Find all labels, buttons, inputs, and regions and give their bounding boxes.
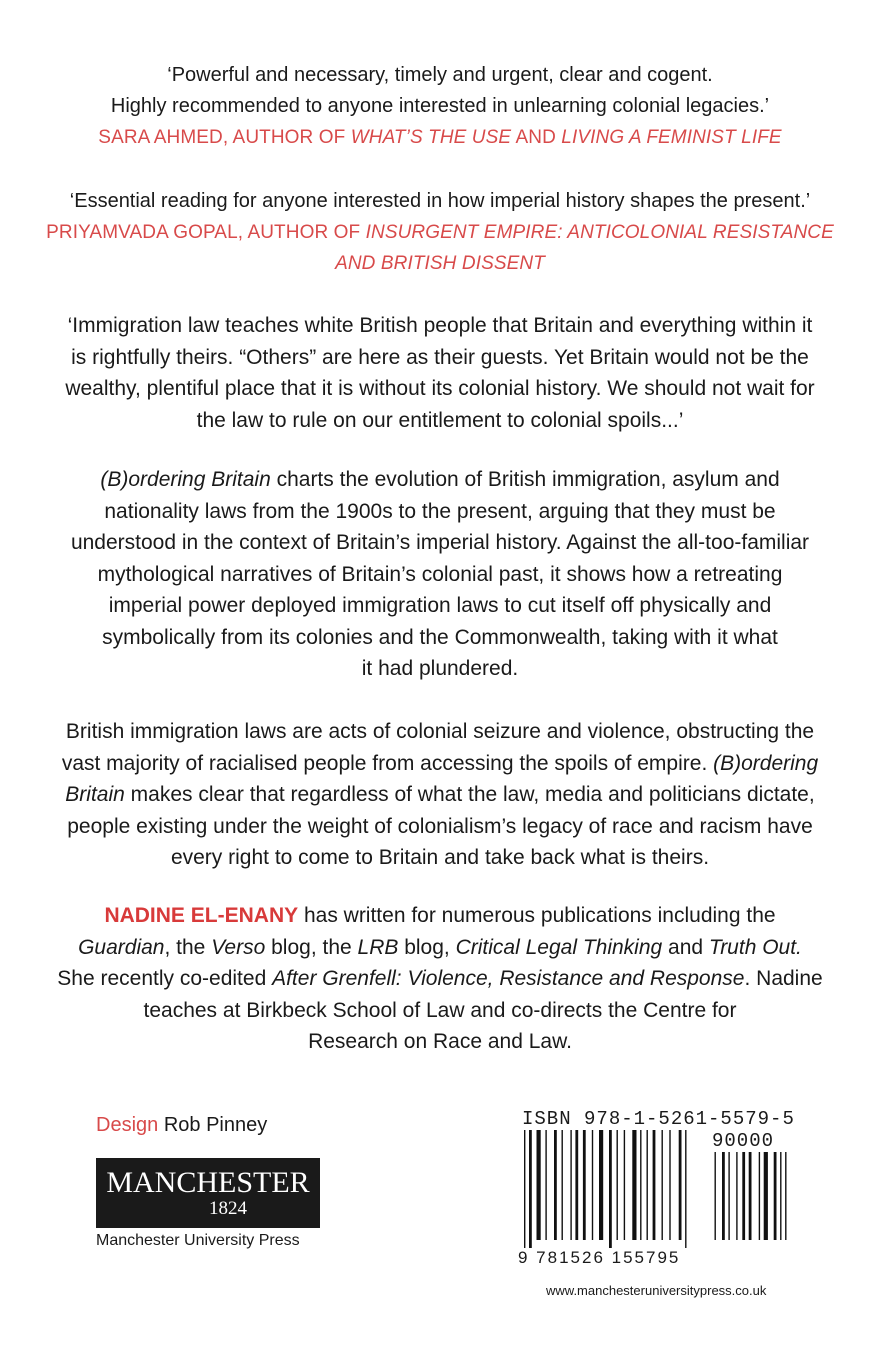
- barcode-bar: [537, 1130, 541, 1240]
- excerpt-line: ‘Immigration law teaches white British people that Britain and everything within it: [67, 314, 813, 337]
- quote-text-line: ‘Essential reading for anyone interested in how imperial history shapes the present.’: [69, 190, 811, 212]
- barcode-bar: [592, 1130, 593, 1240]
- barcode-bar: [554, 1130, 557, 1240]
- isbn-barcode: [522, 1130, 794, 1248]
- ean-number: 9 781526 155795: [518, 1248, 681, 1267]
- publisher-url: www.manchesteruniversitypress.co.uk: [546, 1283, 767, 1298]
- book-excerpt-quote: [40, 310, 840, 436]
- barcode-bar: [570, 1130, 571, 1240]
- argument-line: British immigration laws are acts of colonial seizure and violence, obstructing the: [65, 720, 815, 743]
- author-name: NADINE EL-ENANY: [104, 904, 299, 927]
- addon-bar: [742, 1152, 745, 1240]
- quote-attribution: AND BRITISH DISSENT: [335, 253, 545, 274]
- bio-line: NADINE EL-ENANY has written for numerous publications including the: [104, 904, 776, 927]
- publisher-name: Manchester University Press: [96, 1232, 300, 1249]
- barcode-bar: [640, 1130, 641, 1240]
- book-argument: [40, 716, 840, 874]
- argument-line: vast majority of racialised people from accessing the spoils of empire. (B)ordering: [61, 751, 819, 775]
- isbn-label: ISBN 978-1-5261-5579-5: [522, 1108, 795, 1130]
- quote-sara-ahmed: [40, 60, 840, 153]
- addon-bar: [780, 1152, 781, 1240]
- barcode-bar: [617, 1130, 618, 1240]
- addon-bar: [736, 1152, 737, 1240]
- barcode-bar: [529, 1130, 532, 1248]
- bio-line: teaches at Birkbeck School of Law and co-directs the Centre for: [143, 998, 737, 1022]
- argument-line: people existing under the weight of colonialism’s legacy of race and racism have: [67, 814, 813, 838]
- design-label: Design: [96, 1114, 159, 1136]
- addon-bar: [728, 1152, 729, 1240]
- argument-line: every right to come to Britain and take back what is theirs.: [170, 846, 710, 869]
- barcode-bar: [583, 1130, 586, 1240]
- quote-text-line: Highly recommended to anyone interested in unlearning colonial legacies.’: [110, 95, 770, 117]
- bio-line: She recently co-edited After Grenfell: Violence, Resistance and Response. Nadine: [57, 967, 823, 990]
- barcode-bar: [562, 1130, 563, 1240]
- description-line: mythological narratives of Britain’s colonial past, it shows how a retreating: [97, 562, 783, 586]
- book-title: (B)ordering Britain: [100, 468, 271, 491]
- description-line: symbolically from its colonies and the Commonwealth, taking with it what: [102, 625, 778, 649]
- description-line: imperial power deployed immigration laws to cut itself off physically and: [108, 594, 772, 617]
- addon-bar: [764, 1152, 768, 1240]
- excerpt-line: wealthy, plentiful place that it is without its colonial history. We should not wait for: [65, 377, 815, 400]
- excerpt-line: the law to rule on our entitlement to colonial spoils...’: [196, 408, 684, 432]
- designer-name: Rob Pinney: [158, 1114, 268, 1136]
- addon-bar: [759, 1152, 760, 1240]
- logo-year: 1824: [209, 1198, 247, 1219]
- barcode-bar: [662, 1130, 663, 1240]
- barcode-bar: [669, 1130, 670, 1240]
- barcode-bar: [624, 1130, 625, 1240]
- description-line: understood in the context of Britain’s imperial history. Against the all-too-familiar: [70, 531, 810, 554]
- design-credit: [96, 1114, 267, 1137]
- description-line: nationality laws from the 1900s to the present, arguing that they must be: [104, 499, 776, 523]
- barcode-bar: [609, 1130, 612, 1248]
- addon-bar: [785, 1152, 786, 1240]
- price-addon-label: 90000: [712, 1130, 775, 1152]
- description-line: it had plundered.: [361, 657, 519, 680]
- barcode-bar: [653, 1130, 656, 1240]
- barcode-bar: [524, 1130, 525, 1248]
- barcode-bar: [679, 1130, 682, 1240]
- barcode-bar: [632, 1130, 636, 1240]
- barcode-bar: [599, 1130, 603, 1240]
- addon-bar: [749, 1152, 752, 1240]
- book-description: [40, 464, 840, 685]
- bio-line: Guardian, the Verso blog, the LRB blog, Critical Legal Thinking and Truth Out.: [78, 935, 802, 959]
- author-bio: [40, 900, 840, 1058]
- quote-attribution: PRIYAMVADA GOPAL, AUTHOR OF INSURGENT EMPIRE: ANTICOLONIAL RESISTANCE: [46, 222, 834, 243]
- quote-attribution: SARA AHMED, AUTHOR OF WHAT’S THE USE AND LIVING A FEMINIST LIFE: [98, 127, 782, 148]
- quote-text-line: ‘Powerful and necessary, timely and urgent, clear and cogent.: [167, 64, 713, 86]
- barcode-bar: [575, 1130, 578, 1240]
- addon-bar: [722, 1152, 725, 1240]
- publisher-logo: [96, 1158, 320, 1228]
- bio-line: Research on Race and Law.: [308, 1030, 572, 1053]
- quote-priyamvada-gopal: [40, 186, 840, 279]
- addon-bar: [715, 1152, 716, 1240]
- barcode-bar: [545, 1130, 546, 1240]
- barcode-bar: [685, 1130, 686, 1248]
- description-line: (B)ordering Britain charts the evolution of British immigration, asylum and: [100, 468, 780, 491]
- addon-bar: [774, 1152, 777, 1240]
- argument-line: Britain makes clear that regardless of what the law, media and politicians dictate,: [65, 783, 815, 806]
- logo-wordmark: MANCHESTER: [106, 1166, 310, 1199]
- barcode-bar: [647, 1130, 648, 1240]
- excerpt-line: is rightfully theirs. “Others” are here as their guests. Yet Britain would not be the: [71, 345, 809, 369]
